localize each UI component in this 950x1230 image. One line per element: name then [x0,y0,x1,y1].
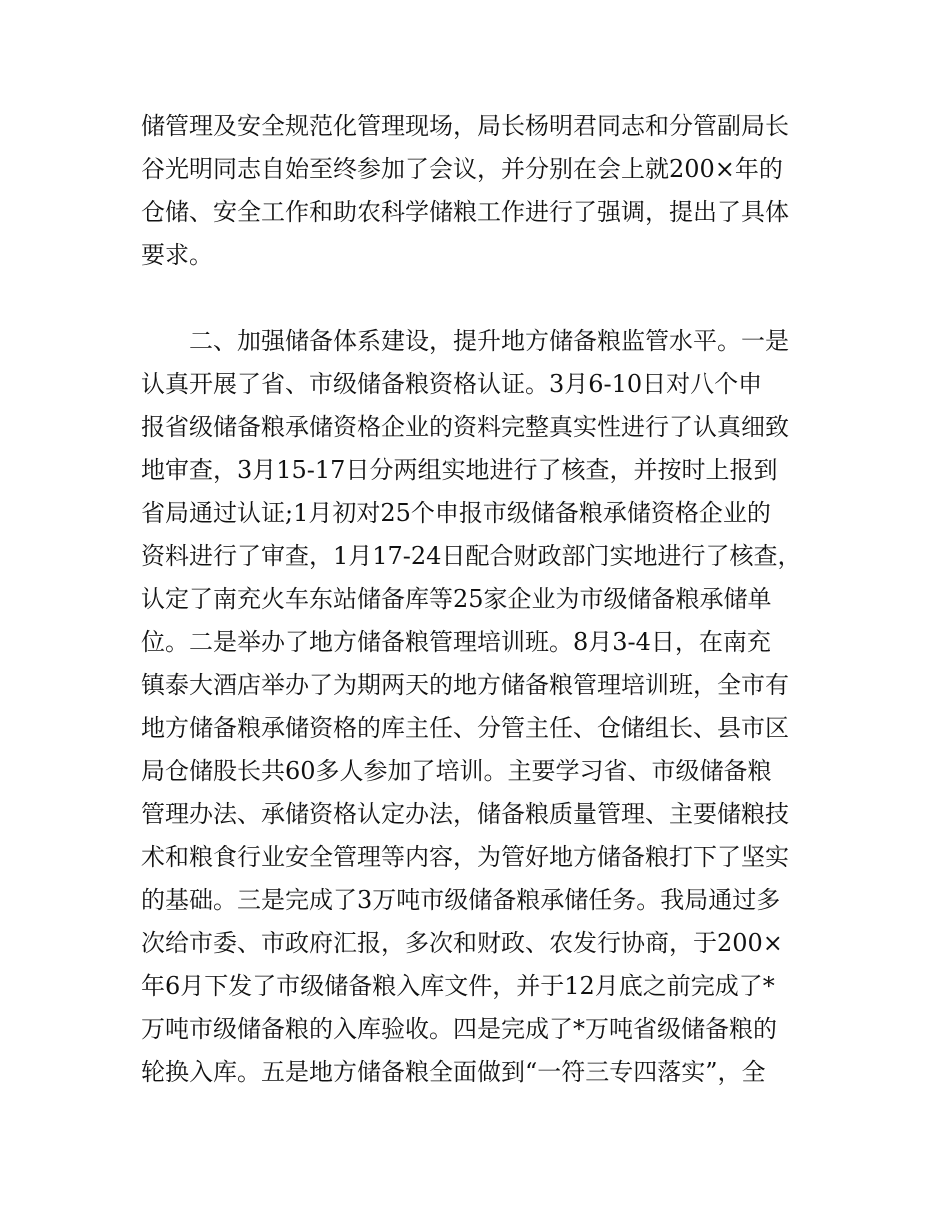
text-line: 管理办法、承储资格认定办法，储备粮质量管理、主要储粮技 [141,800,789,828]
text-line: 的基础。三是完成了3万吨市级储备粮承储任务。我局通过多 [141,886,781,914]
text-line: 认真开展了省、市级储备粮资格认证。3月6-10日对八个申 [141,370,763,398]
paragraph-2 [141,320,821,1094]
text-line: 地审查，3月15-17日分两组实地进行了核查，并按时上报到 [141,456,778,484]
text-line: 认定了南充火车东站储备库等25家企业为市级储备粮承储单 [141,585,772,613]
text-line: 要求。 [141,241,213,269]
paragraph-1 [141,105,821,277]
text-line: 次给市委、市政府汇报，多次和财政、农发行协商，于200× [141,929,783,957]
text-line: 报省级储备粮承储资格企业的资料完整真实性进行了认真细致 [141,413,789,441]
text-line: 储管理及安全规范化管理现场，局长杨明君同志和分管副局长 [141,112,789,140]
text-line: 仓储、安全工作和助农科学储粮工作进行了强调，提出了具体 [141,198,789,226]
text-line: 局仓储股长共60多人参加了培训。主要学习省、市级储备粮 [141,757,772,785]
text-line: 资料进行了审查，1月17-24日配合财政部门实地进行了核查， [141,542,802,570]
text-line: 地方储备粮承储资格的库主任、分管主任、仓储组长、县市区 [141,714,789,742]
text-line: 年6月下发了市级储备粮入库文件，并于12月底之前完成了* [141,972,775,1000]
text-line: 万吨市级储备粮的入库验收。四是完成了*万吨省级储备粮的 [141,1015,777,1043]
text-line: 轮换入库。五是地方储备粮全面做到“一符三专四落实”，全 [141,1058,766,1086]
text-line: 省局通过认证;1月初对25个申报市级储备粮承储资格企业的 [141,499,771,527]
text-line: 位。二是举办了地方储备粮管理培训班。8月3-4日，在南充 [141,628,771,656]
text-line: 镇泰大酒店举办了为期两天的地方储备粮管理培训班，全市有 [141,671,789,699]
text-line: 术和粮食行业安全管理等内容，为管好地方储备粮打下了坚实 [141,843,789,871]
text-line: 二、加强储备体系建设，提升地方储备粮监管水平。一是 [141,327,789,355]
text-line: 谷光明同志自始至终参加了会议，并分别在会上就200×年的 [141,155,783,183]
